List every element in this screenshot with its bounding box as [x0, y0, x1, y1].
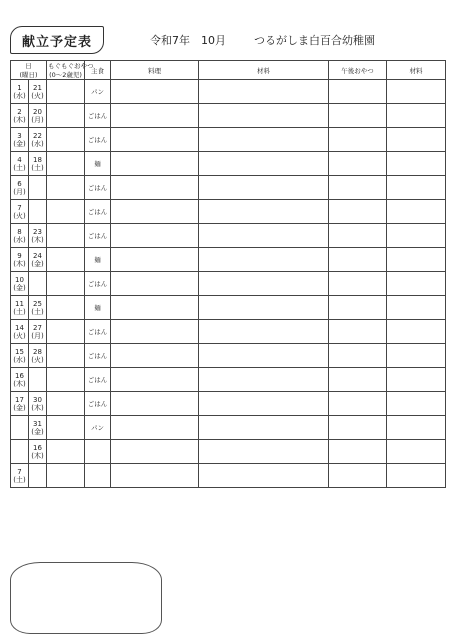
date-cell: 7 (土) [11, 464, 29, 488]
ingredients-cell [199, 248, 329, 272]
snack-cell [47, 320, 85, 344]
snack-cell [47, 368, 85, 392]
header-snack: もぐもぐおやつ (0〜2歳児) [48, 62, 94, 79]
ingredients-cell [199, 464, 329, 488]
afternoon-snack-cell [329, 176, 387, 200]
dish-cell [111, 272, 199, 296]
snack-cell [47, 224, 85, 248]
staple-cell [85, 440, 111, 464]
snack-cell [47, 104, 85, 128]
afternoon-snack-cell [329, 440, 387, 464]
snack-ingredients-cell [387, 224, 446, 248]
date-cell: 14 (火) [11, 320, 29, 344]
staple-cell: パン [85, 80, 111, 104]
staple-cell: ごはん [85, 128, 111, 152]
snack-ingredients-cell [387, 440, 446, 464]
ingredients-cell [199, 224, 329, 248]
dish-cell [111, 224, 199, 248]
date-cell [11, 440, 29, 464]
date-cell: 7 (火) [11, 200, 29, 224]
ingredients-cell [199, 368, 329, 392]
date-alt-cell [29, 200, 47, 224]
ingredients-cell [199, 320, 329, 344]
date-alt-cell: 30 (木) [29, 392, 47, 416]
staple-cell: ごはん [85, 104, 111, 128]
afternoon-snack-cell [329, 104, 387, 128]
staple-cell: ごはん [85, 200, 111, 224]
date-alt-cell: 24 (金) [29, 248, 47, 272]
date-alt-cell [29, 368, 47, 392]
table-row [11, 128, 446, 152]
snack-cell [47, 152, 85, 176]
afternoon-snack-cell [329, 320, 387, 344]
snack-cell [47, 464, 85, 488]
document-header [150, 32, 450, 48]
dish-cell [111, 128, 199, 152]
afternoon-snack-cell [329, 368, 387, 392]
staple-cell: パン [85, 416, 111, 440]
date-alt-cell: 23 (木) [29, 224, 47, 248]
header-day: 日 (曜日) [11, 61, 47, 80]
snack-cell [47, 296, 85, 320]
snack-cell [47, 272, 85, 296]
table-row [11, 392, 446, 416]
table-row [11, 152, 446, 176]
dish-cell [111, 440, 199, 464]
snack-ingredients-cell [387, 152, 446, 176]
snack-cell [47, 200, 85, 224]
afternoon-snack-cell [329, 224, 387, 248]
ingredients-cell [199, 200, 329, 224]
snack-cell [47, 416, 85, 440]
snack-cell [47, 344, 85, 368]
date-alt-cell [29, 272, 47, 296]
date-cell: 15 (水) [11, 344, 29, 368]
snack-cell [47, 80, 85, 104]
table-row [11, 104, 446, 128]
menu-table [10, 60, 446, 488]
table-row [11, 440, 446, 464]
snack-cell [47, 248, 85, 272]
table-row [11, 416, 446, 440]
afternoon-snack-cell [329, 80, 387, 104]
dish-cell [111, 416, 199, 440]
header-ingredients: 材料 [199, 61, 329, 80]
staple-cell: ごはん [85, 344, 111, 368]
date-alt-cell: 20 (月) [29, 104, 47, 128]
date-cell: 16 (木) [11, 368, 29, 392]
date-cell: 9 (木) [11, 248, 29, 272]
snack-ingredients-cell [387, 368, 446, 392]
date-alt-cell [29, 176, 47, 200]
dish-cell [111, 392, 199, 416]
ingredients-cell [199, 344, 329, 368]
date-cell: 2 (木) [11, 104, 29, 128]
snack-ingredients-cell [387, 272, 446, 296]
table-row [11, 320, 446, 344]
header-afternoon-snack: 午後おやつ [329, 61, 387, 80]
dish-cell [111, 104, 199, 128]
afternoon-snack-cell [329, 272, 387, 296]
date-cell: 4 (土) [11, 152, 29, 176]
dish-cell [111, 200, 199, 224]
ingredients-cell [199, 176, 329, 200]
dish-cell [111, 80, 199, 104]
date-cell: 11 (土) [11, 296, 29, 320]
date-alt-cell: 31 (金) [29, 416, 47, 440]
ingredients-cell [199, 296, 329, 320]
staple-cell: ごはん [85, 176, 111, 200]
snack-ingredients-cell [387, 200, 446, 224]
snack-ingredients-cell [387, 464, 446, 488]
snack-ingredients-cell [387, 248, 446, 272]
ingredients-cell [199, 272, 329, 296]
date-alt-cell: 21 (火) [29, 80, 47, 104]
date-alt-cell: 18 (土) [29, 152, 47, 176]
snack-cell [47, 128, 85, 152]
date-alt-cell: 27 (月) [29, 320, 47, 344]
snack-cell [47, 176, 85, 200]
date-cell: 8 (水) [11, 224, 29, 248]
staple-cell: 麺 [85, 248, 111, 272]
dish-cell [111, 152, 199, 176]
header-snack-ingredients: 材料 [387, 61, 446, 80]
snack-ingredients-cell [387, 176, 446, 200]
afternoon-snack-cell [329, 248, 387, 272]
staple-cell: ごはん [85, 320, 111, 344]
snack-ingredients-cell [387, 80, 446, 104]
dish-cell [111, 320, 199, 344]
header-staple: 主食 [85, 61, 111, 80]
table-row [11, 464, 446, 488]
date-alt-cell: 25 (土) [29, 296, 47, 320]
snack-ingredients-cell [387, 416, 446, 440]
table-row [11, 224, 446, 248]
header-dish: 料理 [111, 61, 199, 80]
afternoon-snack-cell [329, 296, 387, 320]
table-row [11, 368, 446, 392]
date-cell: 10 (金) [11, 272, 29, 296]
staple-cell: 麺 [85, 152, 111, 176]
staple-cell: 麺 [85, 296, 111, 320]
staple-cell: ごはん [85, 224, 111, 248]
afternoon-snack-cell [329, 392, 387, 416]
date-alt-cell: 16 (木) [29, 440, 47, 464]
ingredients-cell [199, 392, 329, 416]
ingredients-cell [199, 416, 329, 440]
afternoon-snack-cell [329, 416, 387, 440]
ingredients-cell [199, 440, 329, 464]
snack-ingredients-cell [387, 128, 446, 152]
ingredients-cell [199, 152, 329, 176]
staple-cell: ごはん [85, 272, 111, 296]
dish-cell [111, 248, 199, 272]
dish-cell [111, 296, 199, 320]
afternoon-snack-cell [329, 152, 387, 176]
table-row [11, 200, 446, 224]
snack-ingredients-cell [387, 320, 446, 344]
table-row [11, 272, 446, 296]
afternoon-snack-cell [329, 128, 387, 152]
snack-ingredients-cell [387, 296, 446, 320]
date-cell: 1 (水) [11, 80, 29, 104]
kindergarten-name: つるがしま白百合幼稚園 [254, 34, 375, 47]
ingredients-cell [199, 128, 329, 152]
snack-cell [47, 392, 85, 416]
afternoon-snack-cell [329, 200, 387, 224]
afternoon-snack-cell [329, 344, 387, 368]
table-row [11, 80, 446, 104]
snack-ingredients-cell [387, 104, 446, 128]
dish-cell [111, 464, 199, 488]
dish-cell [111, 344, 199, 368]
table-row [11, 248, 446, 272]
date-cell: 6 (月) [11, 176, 29, 200]
table-row [11, 296, 446, 320]
staple-cell [85, 464, 111, 488]
date-cell: 17 (金) [11, 392, 29, 416]
date-alt-cell: 22 (水) [29, 128, 47, 152]
ingredients-cell [199, 80, 329, 104]
snack-ingredients-cell [387, 392, 446, 416]
date-cell [11, 416, 29, 440]
snack-cell [47, 440, 85, 464]
staple-cell: ごはん [85, 392, 111, 416]
date-cell: 3 (金) [11, 128, 29, 152]
dish-cell [111, 176, 199, 200]
table-row [11, 344, 446, 368]
date-alt-cell: 28 (火) [29, 344, 47, 368]
menu-date: 令和7年 10月 [150, 34, 226, 47]
snack-ingredients-cell [387, 344, 446, 368]
staple-cell: ごはん [85, 368, 111, 392]
date-alt-cell [29, 464, 47, 488]
afternoon-snack-cell [329, 464, 387, 488]
page-title: 献立予定表 [10, 26, 104, 54]
birthday-menu-box [10, 562, 162, 634]
table-row [11, 176, 446, 200]
table-header-row [11, 61, 446, 80]
dish-cell [111, 368, 199, 392]
ingredients-cell [199, 104, 329, 128]
